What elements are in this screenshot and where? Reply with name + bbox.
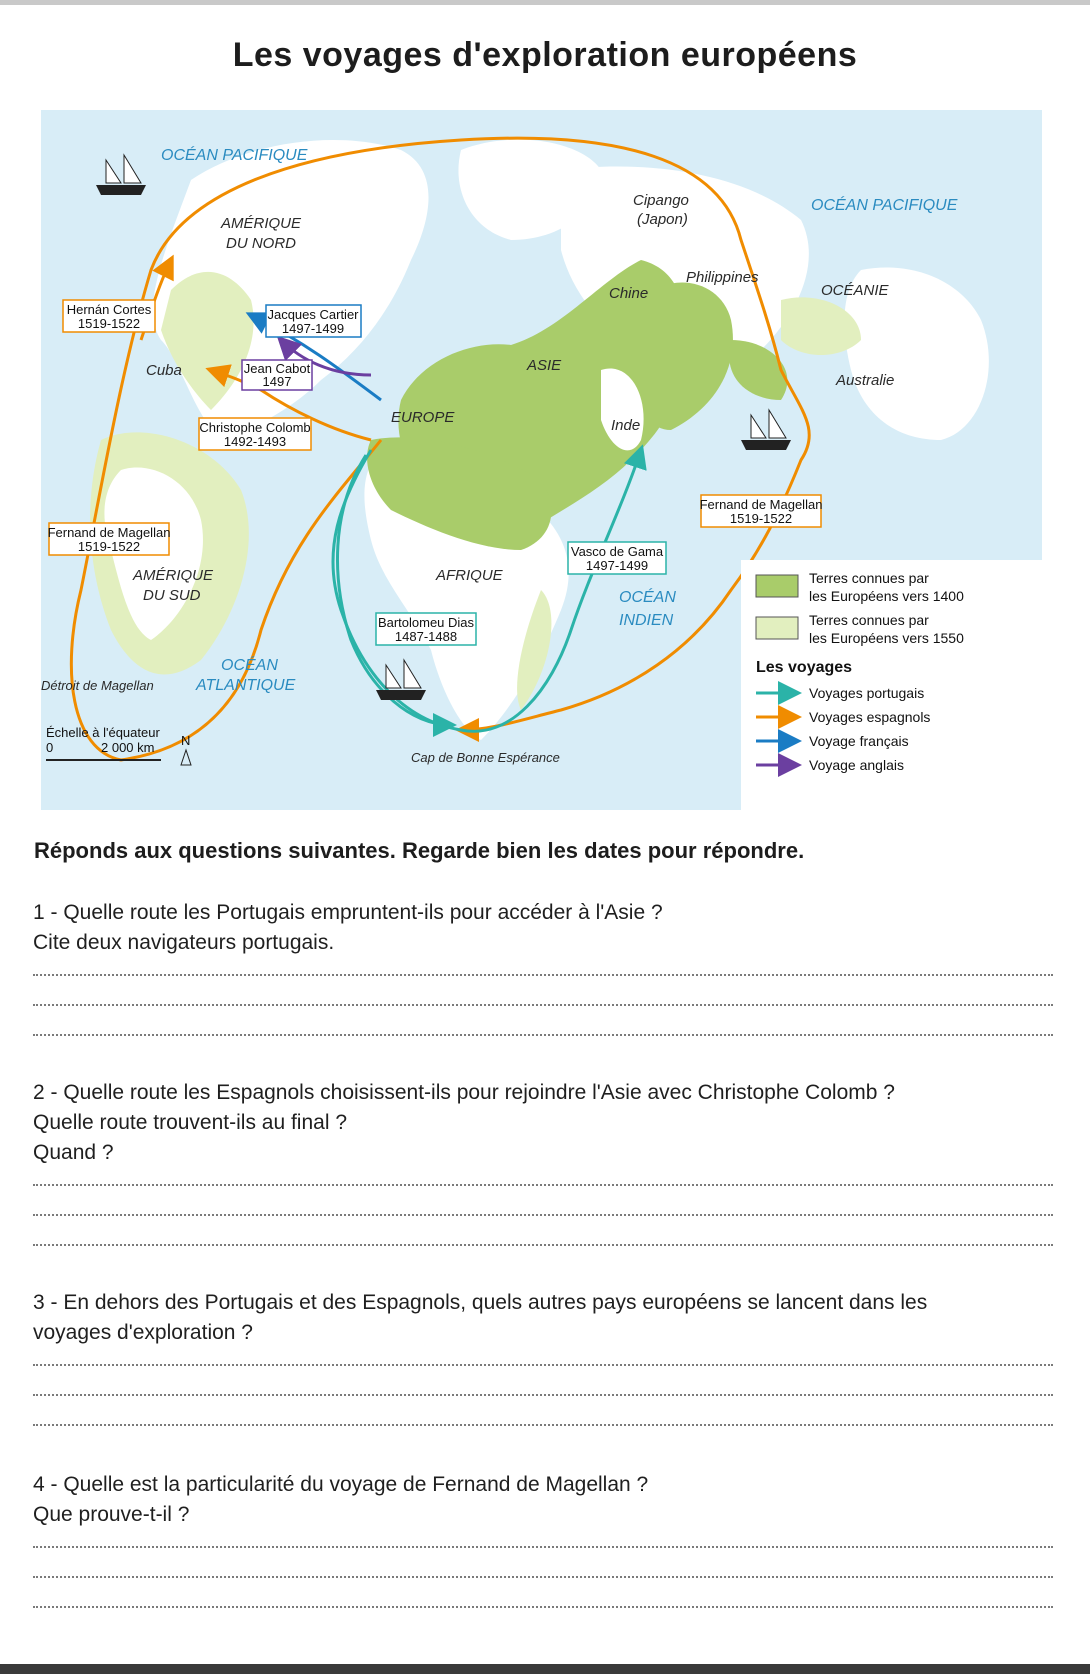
svg-text:les Européens vers 1400: les Européens vers 1400 — [809, 588, 964, 604]
label-europe: EUROPE — [391, 409, 455, 426]
question-1 — [33, 898, 1063, 1036]
svg-text:les Européens vers 1550: les Européens vers 1550 — [809, 630, 964, 646]
svg-text:Voyage anglais: Voyage anglais — [809, 757, 904, 773]
question-2 — [33, 1078, 1063, 1246]
label-atlantic-2: ATLANTIQUE — [196, 677, 296, 694]
explorer-box-dias — [376, 613, 476, 645]
question-text: Que prouve-t-il ? — [33, 1503, 190, 1526]
label-north-america-1: AMÉRIQUE — [221, 215, 302, 232]
svg-text:1497-1499: 1497-1499 — [281, 321, 345, 336]
answer-line[interactable] — [33, 1244, 1053, 1246]
svg-text:Fernand de Magellan: Fernand de Magellan — [47, 525, 171, 540]
page-title: Les voyages d'exploration européens — [232, 36, 858, 74]
label-cuba: Cuba — [146, 362, 182, 379]
svg-text:N: N — [181, 733, 191, 748]
explorer-box-magellan-west — [48, 523, 171, 555]
answer-line[interactable] — [33, 1606, 1053, 1608]
label-cape-good-hope: Cap de Bonne Espérance — [411, 750, 560, 765]
label-south-america-1: AMÉRIQUE — [133, 567, 214, 584]
svg-text:Terres connues par: Terres connues par — [809, 570, 929, 586]
svg-text:1492-1493: 1492-1493 — [223, 434, 287, 449]
instructions: Réponds aux questions suivantes. Regarde bien les dates pour répondre. — [34, 838, 805, 863]
svg-text:Les voyages: Les voyages — [756, 659, 853, 676]
svg-text:Jacques Cartier: Jacques Cartier — [267, 307, 359, 322]
svg-text:0: 0 — [46, 740, 54, 755]
svg-text:Jean Cabot: Jean Cabot — [243, 361, 311, 376]
explorer-box-magellan-east — [700, 495, 823, 527]
question-text: Quelle route trouvent-ils au final ? — [33, 1111, 348, 1134]
svg-text:Voyage français: Voyage français — [809, 733, 909, 749]
question-text: 2 - Quelle route les Espagnols choisissent-ils pour rejoindre l'Asie avec Christophe Colomb ? — [33, 1081, 895, 1104]
svg-text:1519-1522: 1519-1522 — [729, 511, 793, 526]
svg-text:1487-1488: 1487-1488 — [394, 629, 458, 644]
answer-line[interactable] — [33, 1546, 1053, 1548]
answer-line[interactable] — [33, 1034, 1053, 1036]
explorer-box-colomb — [199, 418, 311, 450]
answer-line[interactable] — [33, 1214, 1053, 1216]
label-oceania: OCÉANIE — [821, 282, 889, 299]
question-text: 1 - Quelle route les Portugais empruntent-ils pour accéder à l'Asie ? — [33, 901, 663, 924]
label-cipango-2: (Japon) — [637, 211, 688, 228]
svg-text:1497-1499: 1497-1499 — [585, 558, 649, 573]
label-india: Inde — [611, 417, 641, 434]
label-china: Chine — [609, 285, 649, 302]
label-magellan-strait: Détroit de Magellan — [41, 678, 154, 693]
answer-line[interactable] — [33, 1184, 1053, 1186]
label-africa: AFRIQUE — [436, 567, 503, 584]
label-asia: ASIE — [527, 357, 562, 374]
label-cipango-1: Cipango — [633, 192, 689, 209]
top-rule — [0, 0, 1090, 5]
bottom-bar — [0, 1664, 1090, 1674]
answer-line[interactable] — [33, 1394, 1053, 1396]
exploration-map — [41, 110, 1042, 810]
svg-text:Vasco de Gama: Vasco de Gama — [570, 544, 664, 559]
question-3 — [33, 1288, 1063, 1426]
question-text: voyages d'exploration ? — [33, 1321, 253, 1344]
svg-text:Voyages espagnols: Voyages espagnols — [809, 709, 931, 725]
question-text: 3 - En dehors des Portugais et des Espagnols, quels autres pays européens se lancent dans les — [33, 1291, 928, 1314]
svg-text:Terres connues par: Terres connues par — [809, 612, 929, 628]
question-4 — [33, 1470, 1063, 1608]
label-atlantic-1: OCÉAN — [221, 657, 278, 674]
svg-text:1519-1522: 1519-1522 — [77, 316, 141, 331]
svg-text:Christophe Colomb: Christophe Colomb — [199, 420, 311, 435]
question-text: Cite deux navigateurs portugais. — [33, 931, 335, 954]
explorer-box-cartier — [266, 305, 361, 337]
answer-line[interactable] — [33, 1424, 1053, 1426]
svg-text:1519-1522: 1519-1522 — [77, 539, 141, 554]
answer-line[interactable] — [33, 1364, 1053, 1366]
label-pacific-west: OCÉAN PACIFIQUE — [161, 147, 308, 164]
explorer-box-cabot — [242, 360, 312, 390]
explorer-box-gama — [568, 542, 666, 574]
svg-text:2 000 km: 2 000 km — [101, 740, 155, 755]
label-philippines: Philippines — [686, 269, 759, 286]
label-south-america-2: DU SUD — [143, 587, 201, 604]
label-australia: Australie — [836, 372, 895, 389]
answer-line[interactable] — [33, 1576, 1053, 1578]
svg-text:Hernán Cortes: Hernán Cortes — [66, 302, 152, 317]
svg-text:Bartolomeu Dias: Bartolomeu Dias — [377, 615, 475, 630]
question-text: Quand ? — [33, 1141, 114, 1164]
map-legend — [741, 560, 1042, 810]
svg-text:Voyages portugais: Voyages portugais — [809, 685, 925, 701]
question-text: 4 - Quelle est la particularité du voyage de Fernand de Magellan ? — [33, 1473, 649, 1496]
svg-text:Échelle à l'équateur: Échelle à l'équateur — [46, 725, 160, 740]
label-indian-1: OCÉAN — [619, 589, 676, 606]
label-pacific-east: OCÉAN PACIFIQUE — [811, 197, 958, 214]
explorer-box-cortes — [63, 300, 155, 332]
svg-text:Fernand de Magellan: Fernand de Magellan — [699, 497, 823, 512]
answer-line[interactable] — [33, 974, 1053, 976]
label-indian-2: INDIEN — [619, 612, 674, 629]
svg-text:1497: 1497 — [262, 374, 292, 389]
label-north-america-2: DU NORD — [226, 235, 296, 252]
answer-line[interactable] — [33, 1004, 1053, 1006]
